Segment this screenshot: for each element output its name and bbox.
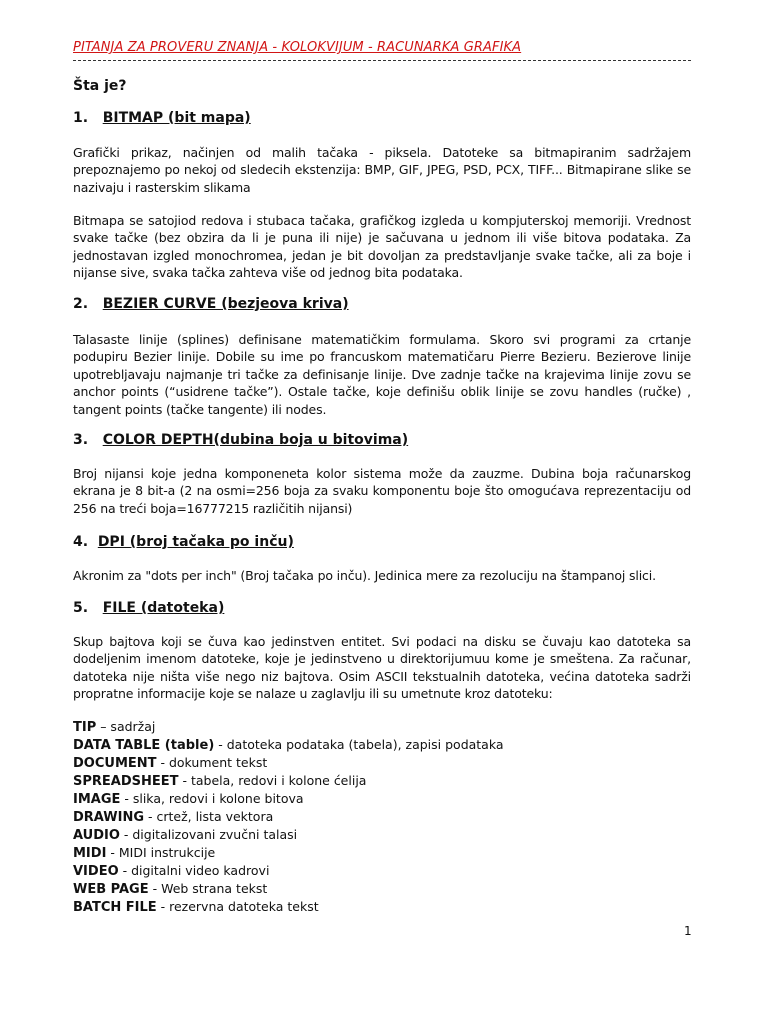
list-term: IMAGE — [73, 792, 121, 807]
list-term: AUDIO — [73, 828, 120, 843]
list-item — [73, 844, 691, 862]
section-heading-file — [73, 600, 691, 616]
paragraph: Talasaste linije (splines) definisane matematičkim formulama. Skoro svi programi za crtanje podupiru Bezier linije. Dobile su ime po francuskom matematičaru Pierre Bezieru. Bezierove linije upotrebljavaju najmanje tri tačke za definisanje linije. Dve zadnje tačke na krajevima linije zovu se anchor points (“usidrene tačke”). Ostale tačke, koje definišu oblik linije se zovu handles (ručke) , tangent points (tačke tangente) ili nodes. — [73, 332, 691, 417]
list-term: WEB PAGE — [73, 882, 149, 897]
paragraph: Bitmapa se satojiod redova i stubaca tačaka, grafičkog izgleda u kompjuterskoj memoriji. Vrednost svake tačke (bez obzira da li je puna ili nije) je sačuvana u jednom ili više bitova podataka. Za jednostavan izgled monochromea, jedan je bit dovoljan za predstavljanje svake tačke, ali za boje i nijanse sive, svaka tačka zahteva više od jednog bita podataka. — [73, 213, 691, 281]
list-term: DRAWING — [73, 810, 145, 825]
section-heading-bezier — [73, 296, 691, 312]
list-desc: - digitalizovani zvučni talasi — [119, 827, 298, 842]
list-item — [73, 862, 691, 880]
list-item — [73, 718, 691, 736]
section-title: BEZIER CURVE (bezjeova kriva) — [102, 296, 349, 312]
list-desc: - datoteka podataka (tabela), zapisi podataka — [214, 737, 504, 752]
list-desc: - dokument tekst — [156, 755, 268, 770]
paragraph: Grafički prikaz, načinjen od malih tačaka - piksela. Datoteke sa bitmapiranim sadržajem prepoznajemo po nekoj od sledecih ekstenzija: BMP, GIF, JPEG, PSD, PCX, TIFF... Bitmapirane slike se nazivaju i rasterskim slikama — [73, 145, 691, 195]
section-number: 1. — [73, 110, 89, 126]
section-number: 4. — [73, 534, 89, 550]
section-heading-dpi — [73, 534, 691, 550]
list-term: BATCH FILE — [73, 900, 157, 915]
list-desc: - digitalni video kadrovi — [118, 863, 270, 878]
section-heading-color-depth — [73, 432, 691, 448]
section-title: DPI (broj tačaka po inču) — [97, 534, 294, 550]
list-term: DOCUMENT — [73, 756, 157, 771]
list-item — [73, 880, 691, 898]
list-term: TIP — [73, 720, 97, 735]
section-heading-bitmap — [73, 110, 691, 126]
list-item — [73, 736, 691, 754]
page-number: 1 — [684, 924, 692, 938]
dashed-divider — [73, 60, 691, 61]
paragraph: Skup bajtova koji se čuva kao jedinstven entitet. Svi podaci na disku se čuvaju kao datoteka sa dodeljenim imenom datoteke, koje je jedinstveno u direktorijumuu kome je smeštena. Za računar, datoteka nije ništa više nego niz bajtova. Osim ASCII tekstualnih datoteka, većina datoteka sadrži propratne informacije koje se nalaze u zaglavlju ili su umetnute kroz datoteku: — [73, 634, 691, 702]
list-term: VIDEO — [73, 864, 119, 879]
document-title: PITANJA ZA PROVERU ZNANJA - KOLOKVIJUM - RACUNARKA GRAFIKA — [73, 40, 522, 55]
section-title: FILE (datoteka) — [102, 600, 225, 616]
list-desc: - MIDI instrukcije — [106, 845, 216, 860]
list-item — [73, 754, 691, 772]
list-desc: – sadržaj — [96, 719, 156, 734]
list-item — [73, 772, 691, 790]
section-title: BITMAP (bit mapa) — [102, 110, 251, 126]
list-term: MIDI — [73, 846, 107, 861]
list-desc: - tabela, redovi i kolone ćelija — [178, 773, 367, 788]
list-item — [73, 898, 691, 916]
file-type-list — [73, 718, 691, 916]
paragraph: Broj nijansi koje jedna komponeneta kolor sistema može da zauzme. Dubina boja računarskog ekrana je 8 bit-a (2 na osmi=256 boja za svaku komponentu boje što omogućava reprezentaciju od 256 na treći boja=16777215 različitih nijansi) — [73, 466, 691, 516]
list-desc: - Web strana tekst — [148, 881, 268, 896]
list-desc: - slika, redovi i kolone bitova — [120, 791, 304, 806]
list-desc: - rezervna datoteka tekst — [156, 899, 319, 914]
list-term: SPREADSHEET — [73, 774, 179, 789]
section-number: 3. — [73, 432, 89, 448]
section-number: 2. — [73, 296, 89, 312]
list-term: DATA TABLE (table) — [73, 738, 215, 753]
section-title: COLOR DEPTH(dubina boja u bitovima) — [102, 432, 409, 448]
section-number: 5. — [73, 600, 89, 616]
list-item — [73, 790, 691, 808]
intro-heading: Šta je? — [73, 78, 127, 94]
list-desc: - crtež, lista vektora — [144, 809, 274, 824]
list-item — [73, 826, 691, 844]
list-item — [73, 808, 691, 826]
paragraph: Akronim za "dots per inch" (Broj tačaka po inču). Jedinica mere za rezoluciju na štampanoj slici. — [73, 568, 656, 583]
